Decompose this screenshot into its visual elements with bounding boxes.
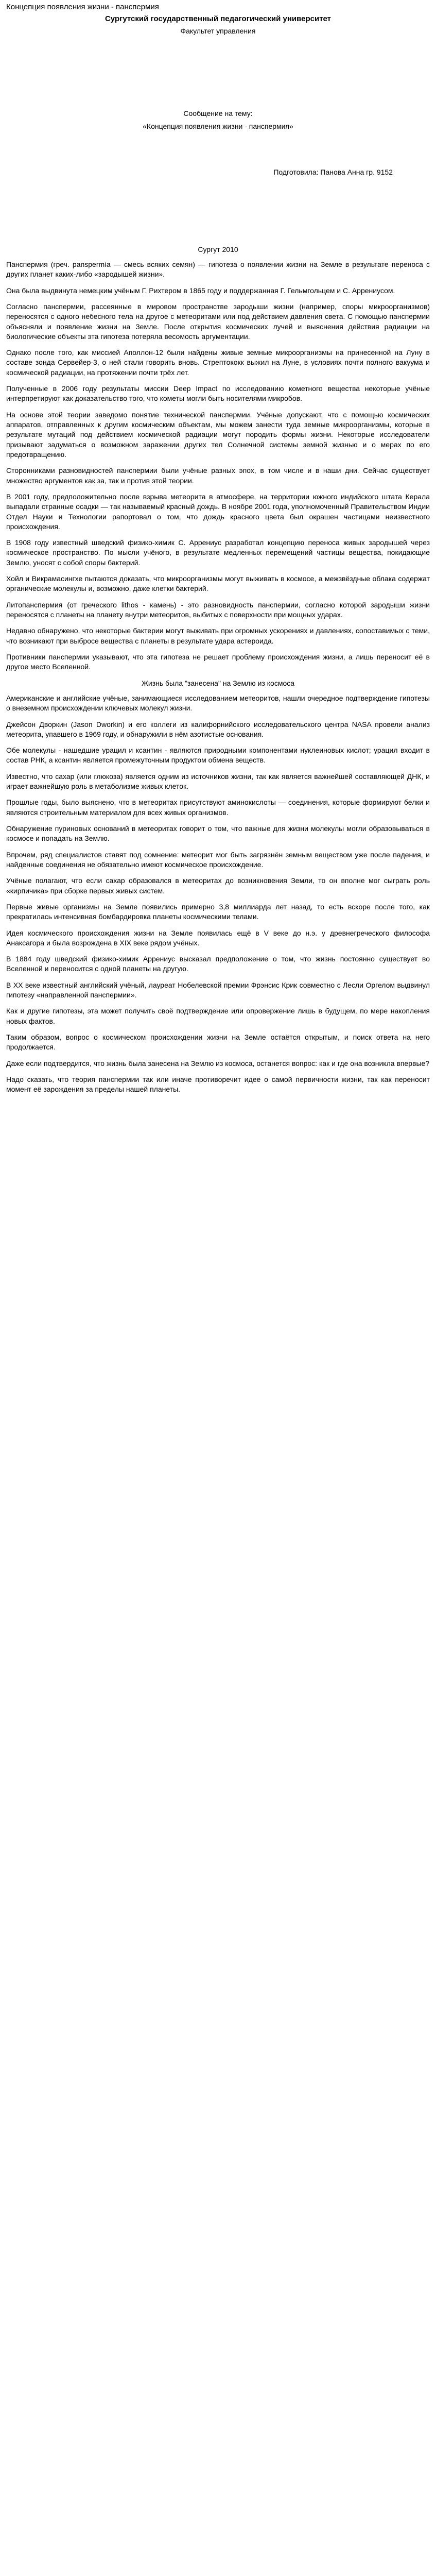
paragraph: Даже если подтвердится, что жизнь была занесена на Землю из космоса, останется вопрос: как и где она возникла впервые? [6,1059,430,1067]
faculty-name: Факультет управления [180,27,256,36]
paragraph: Первые живые организмы на Земле появились примерно 3,8 миллиарда лет назад, то есть вскоре после того, как прекратилась интенсивная бомбардировка планеты космическими телами. [6,902,430,921]
paragraph: Панспермия (греч. panspermía — смесь всяких семян) — гипотеза о появлении жизни на Земле в результате переноса с других планет каких-либо «зародышей жизни». [6,260,430,279]
paragraph: Впрочем, ряд специалистов ставят под сомнение: метеорит мог быть загрязнён земным веществом уже после падения, и найденные соединения не обязательно имеют космическое происхождение. [6,850,430,869]
paragraph: Хойл и Викрамасингхе пытаются доказать, что микроорганизмы могут выживать в космосе, а межзвёздные облака содержат органические молекулы и, возможно, даже клетки бактерий. [6,574,430,593]
body-part-2 [6,693,430,1095]
report-topic: «Концепция появления жизни - панспермия» [143,122,293,130]
paragraph: В 1884 году шведский физико-химик Аррениус высказал предположение о том, что жизнь постоянно существует во Вселенной и переносится с одной планеты на другую. [6,955,430,973]
paragraph: Полученные в 2006 году результаты миссии Deep Impact по исследованию кометного вещества некоторые учёные интерпретируют как доказательство того, что кометы могли быть носителями микробов. [6,384,430,403]
paragraph: Известно, что сахар (или глюкоза) является одним из источников жизни, так как является важнейшей составляющей ДНК, и играет важнейшую роль в метаболизме живых клеток. [6,772,430,791]
author-line: Подготовила: Панова Анна гр. 9152 [273,168,393,177]
paragraph: В 2001 году, предположительно после взрыва метеорита в атмосфере, на территории южного индийского штата Керала выпадали странные осадки — так называемый красный дождь. В ноябре 2001 года, уполномоченный Правительством Индии Отдел Науки и Технологии рапортовал о том, что дождь красного цвета был окрашен частицами неизвестного происхождения. [6,492,430,531]
report-heading-block [6,109,430,132]
paragraph: Недавно обнаружено, что некоторые бактерии могут выживать при огромных ускорениях и давлениях, сопоставимых с теми, что возникают при выбросе вещества с планеты в результате удара астероида. [6,626,430,645]
paragraph: В XX веке известный английский учёный, лауреат Нобелевской премии Фрэнсис Крик совместно с Лесли Оргелом выдвинул гипотезу «направленной панспермии». [6,980,430,999]
section-heading: Жизнь была "занесена" на Землю из космоса [141,679,295,687]
paragraph: Американские и английские учёные, занимающиеся исследованием метеоритов, нашли очередное подтверждение гипотезы о внеземном происхождении ключевых молекул жизни. [6,693,430,713]
paragraph: Как и другие гипотезы, эта может получить своё подтверждение или опровержение лишь в будущем, по мере накопления новых фактов. [6,1007,430,1025]
city-year: Сургут 2010 [198,245,238,253]
paragraph: Литопанспермия (от греческого lithos - камень) - это разновидность панспермии, согласно которой зародыши жизни переносятся с планеты на планету внутри метеоритов, выбитых с поверхности при мощных ударах. [6,600,430,619]
report-label: Сообщение на тему: [183,109,253,117]
paragraph: Сторонниками разновидностей панспермии были учёные разных эпох, в том числе и в наши дни. Сейчас существует множество аргументов как за, так и против этой теории. [6,466,430,485]
paragraph: Противники панспермии указывают, что эта гипотеза не решает проблему происхождения жизни, а лишь переносит её в другое место Вселенной. [6,652,430,671]
paragraph: Согласно панспермии, рассеянные в мировом пространстве зародыши жизни (например, споры микроорганизмов) переносятся с одного небесного тела на другое с метеоритами или под действием давления света. С помощью панспермии объясняли и появление жизни на Земле. После открытия космических лучей и выяснения действия радиации на биологические объекты эта гипотеза потеряла весомость аргументации. [6,302,430,341]
document-page [0,0,436,1122]
paragraph: Обнаружение пуриновых оснований в метеоритах говорит о том, что важные для жизни молекулы могли образовываться в космосе и попадать на Землю. [6,824,430,843]
paragraph: На основе этой теории заведомо понятие технической панспермии. Учёные допускают, что с помощью космических аппаратов, отправленных к другим космическим объектам, мы можем занести туда земные микроорганизмы, которые в результате мутаций под действием космической радиации могут породить формы жизни. Некоторые исследователи призывают задуматься о возможном заражении других тел Солнечной системы земной жизнью и о мерах по его предотвращению. [6,410,430,459]
paragraph: Идея космического происхождения жизни на Земле появилась ещё в V веке до н.э. у древнегреческого философа Анаксагора и была возрождена в XIX веке рядом учёных. [6,928,430,947]
paragraph: Таким образом, вопрос о космическом происхождении жизни на Земле остаётся открытым, и поиск ответа на него продолжается. [6,1033,430,1052]
paragraph: Она была выдвинута немецким учёным Г. Рихтером в 1865 году и поддержанная Г. Гельмгольцем и С. Аррениусом. [6,286,395,295]
body-part-1 [6,260,430,672]
paragraph: Однако после того, как миссией Аполлон-12 были найдены живые земные микроорганизмы на принесенной на Луну в составе зонда Сервейер-3, о ней стали говорить вновь. Стрептококк выжил на Луне, в условиях почти полного вакуума и космической радиации, на протяжении почти трёх лет. [6,348,430,377]
paragraph: Надо сказать, что теория панспермии так или иначе противоречит идее о самой первичности жизни, так как переносит момент её зарождения за пределы нашей планеты. [6,1075,430,1094]
document-body [6,260,430,1095]
document-title: Концепция появления жизни - панспермия [6,3,159,11]
paragraph: Учёные полагают, что если сахар образовался в метеоритах до возникновения Земли, то он вполне мог сыграть роль «кирпичика» при сборке первых живых систем. [6,876,430,895]
paragraph: В 1908 году известный шведский физико-химик С. Аррениус разработал концепцию переноса живых зародышей через космическое пространство. По мысли учёного, в результате медленных перемещений частицы вещества, покидающие Землю, уносят с собой споры бактерий. [6,538,430,567]
paragraph: Джейсон Дворкин (Jason Dworkin) и его коллеги из калифорнийского исследовательского центра NASA провели анализ метеорита, упавшего в 1969 году, и обнаружили в нём азотистые основания. [6,720,430,738]
paragraph: Прошлые годы, было выяснено, что в метеоритах присутствуют аминокислоты — соединения, которые формируют белки и являются строительным материалом для всех живых организмов. [6,798,430,817]
paragraph: Обе молекулы - нашедшие урацил и ксантин - являются природными компонентами нуклеиновых кислот; урацил входит в состав РНК, а ксантин является промежуточным продуктом обмена веществ. [6,746,430,765]
university-name: Сургутский государственный педагогический университет [104,14,332,23]
